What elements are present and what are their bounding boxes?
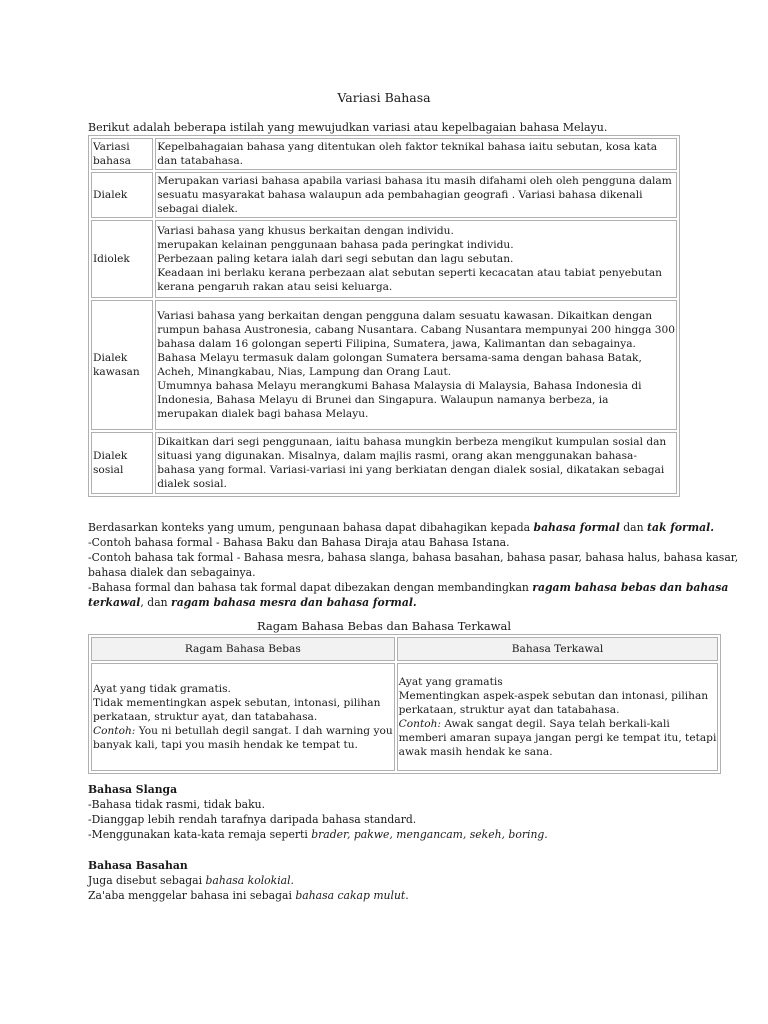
slanga-section xyxy=(88,782,680,842)
ragam-header-bebas: Ragam Bahasa Bebas xyxy=(91,637,395,661)
variasi-definition xyxy=(155,172,677,218)
page-title: Variasi Bahasa xyxy=(337,90,431,105)
definition-line: Dikaitkan dari segi penggunaan, iaitu bahasa mungkin berbeza mengikut kumpulan sosial dan xyxy=(157,436,667,448)
basahan-line: Juga disebut sebagai bahasa kolokial. xyxy=(88,874,294,887)
variasi-row xyxy=(91,220,677,298)
context-line: -Contoh bahasa formal - Bahasa Baku dan Bahasa Diraja atau Bahasa Istana. xyxy=(88,536,510,549)
definition-line: Acheh, Minangkabau, Nias, Lampung dan Orang Laut. xyxy=(157,366,452,378)
basahan-heading: Bahasa Basahan xyxy=(88,859,188,872)
ragam-table xyxy=(88,634,721,774)
context-line: Berdasarkan konteks yang umum, pengunaan bahasa dapat dibahagikan kepada bahasa formal dan tak formal. xyxy=(88,521,715,534)
variasi-row xyxy=(91,138,677,170)
definition-line: dialek sosial. xyxy=(157,478,227,490)
definition-line: Variasi bahasa yang berkaitan dengan pengguna dalam sesuatu kawasan. Dikaitkan dengan xyxy=(157,310,653,322)
definition-line: Bahasa Melayu termasuk dalam golongan Sumatera bersama-sama dengan bahasa Batak, xyxy=(157,352,642,364)
variasi-row xyxy=(91,432,677,494)
definition-line: Kepelbahagaian bahasa yang ditentukan oleh faktor teknikal bahasa iaitu sebutan, kosa kata xyxy=(157,141,658,153)
variasi-definition xyxy=(155,138,677,170)
slanga-heading: Bahasa Slanga xyxy=(88,783,178,796)
definition-line: Perbezaan paling ketara ialah dari segi sebutan dan lagu sebutan. xyxy=(157,253,514,265)
ragam-cell-bebas: Ayat yang tidak gramatis. Tidak mementingkan aspek sebutan, intonasi, pilihan perkataan, struktur ayat, dan tatabahasa. Contoh: You ni betullah degil sangat. I dah warning you banyak kali, tapi you masih hendak ke tempat tu. xyxy=(91,663,395,771)
definition-line: bahasa yang formal. Variasi-variasi ini yang berkiatan dengan dialek sosial, dikatakan sebagai xyxy=(157,464,665,476)
variasi-definition xyxy=(155,220,677,298)
intro-text: Berikut adalah beberapa istilah yang mewujudkan variasi atau kepelbagaian bahasa Melayu. xyxy=(88,121,608,134)
definition-line: Merupakan variasi bahasa apabila variasi bahasa itu masih difahami oleh oleh pengguna dalam xyxy=(157,175,672,187)
ragam-cell-terkawal: Ayat yang gramatis Mementingkan aspek-aspek sebutan dan intonasi, pilihan perkataan, struktur ayat dan tatabahasa. Contoh: Awak sangat degil. Saya telah berkali-kali memberi amaran supaya jangan pergi ke tempat itu, tetapi awak masih hendak ke sana. xyxy=(397,663,719,771)
variasi-definition xyxy=(155,300,677,430)
variasi-table xyxy=(88,135,680,497)
slanga-line: -Bahasa tidak rasmi, tidak baku. xyxy=(88,798,266,811)
basahan-line: Za'aba menggelar bahasa ini sebagai bahasa cakap mulut. xyxy=(88,889,409,902)
context-line: terkawal, dan ragam bahasa mesra dan bahasa formal. xyxy=(88,596,417,609)
definition-line: kerana pengaruh rakan atau seisi keluarga. xyxy=(157,281,393,293)
definition-line: dan tatabahasa. xyxy=(157,155,244,167)
definition-line: sebagai dialek. xyxy=(157,203,238,215)
ragam-table-title: Ragam Bahasa Bebas dan Bahasa Terkawal xyxy=(256,619,512,633)
ragam-header-terkawal: Bahasa Terkawal xyxy=(397,637,719,661)
context-line: -Contoh bahasa tak formal - Bahasa mesra, bahasa slanga, bahasa basahan, bahasa pasar, bahasa halus, bahasa kasar, xyxy=(88,551,739,564)
definition-line: situasi yang digunakan. Misalnya, dalam majlis rasmi, orang akan menggunakan bahasa- xyxy=(157,450,637,462)
slanga-line: -Dianggap lebih rendah tarafnya daripada bahasa standard. xyxy=(88,813,417,826)
definition-line: rumpun bahasa Austronesia, cabang Nusantara. Cabang Nusantara mempunyai 200 hingga 300 xyxy=(157,324,675,336)
context-line: -Bahasa formal dan bahasa tak formal dapat dibezakan dengan membandingkan ragam bahasa bebas dan bahasa xyxy=(88,581,729,594)
definition-line: merupakan kelainan penggunaan bahasa pada peringkat individu. xyxy=(157,239,514,251)
definition-line: bahasa dalam 16 golongan seperti Filipina, Sumatera, jawa, Kalimantan dan sebagainya. xyxy=(157,338,636,350)
variasi-term: Dialek sosial xyxy=(91,432,153,494)
variasi-term: Idiolek xyxy=(91,220,153,298)
slanga-line: -Menggunakan kata-kata remaja seperti brader, pakwe, mengancam, sekeh, boring. xyxy=(88,828,548,841)
definition-line: sesuatu masyarakat bahasa walaupun ada pembahagian geografi . Variasi bahasa dikenali xyxy=(157,189,643,201)
definition-line: Keadaan ini berlaku kerana perbezaan alat sebutan seperti kecacatan atau tabiat penyebutan xyxy=(157,267,662,279)
context-paragraph xyxy=(88,520,739,610)
variasi-row xyxy=(91,300,677,430)
definition-line: Umumnya bahasa Melayu merangkumi Bahasa Malaysia di Malaysia, Bahasa Indonesia di xyxy=(157,380,642,392)
basahan-section xyxy=(88,858,680,903)
variasi-definition xyxy=(155,432,677,494)
definition-line: merupakan dialek bagi bahasa Melayu. xyxy=(157,408,369,420)
definition-line: Variasi bahasa yang khusus berkaitan dengan individu. xyxy=(157,225,454,237)
variasi-row xyxy=(91,172,677,218)
context-line: bahasa dialek dan sebagainya. xyxy=(88,566,256,579)
variasi-term: Dialek kawasan xyxy=(91,300,153,430)
variasi-term: Dialek xyxy=(91,172,153,218)
definition-line: Indonesia, Bahasa Melayu di Brunei dan Singapura. Walaupun namanya berbeza, ia xyxy=(157,394,609,406)
variasi-term: Variasi bahasa xyxy=(91,138,153,170)
